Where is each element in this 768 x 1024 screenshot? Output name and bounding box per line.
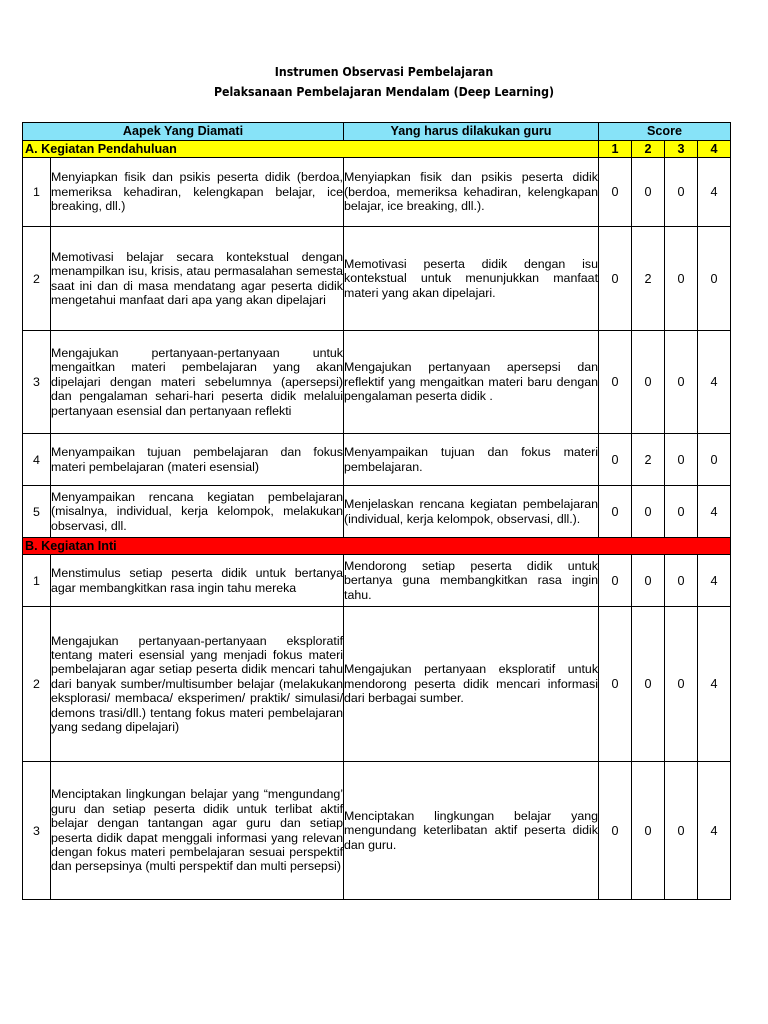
observation-table	[22, 122, 731, 900]
score-cell: 0	[632, 158, 665, 227]
aspect-cell: Mengajukan pertanyaan-pertanyaan eksploratif tentang materi esensial yang menjadi fokus materi pembelajaran agar setiap peserta didik mencari tahu dari banyak sumber/multisumber belajar (melakukan eksplorasi/ membaca/ eksperimen/ praktik/ simulasi/ demons trasi/dll.) tentang fokus materi pembelajaran yang sedang dipelajari)	[51, 607, 344, 762]
score-cell: 2	[632, 434, 665, 486]
score-cell: 0	[698, 434, 731, 486]
score-cell: 0	[632, 555, 665, 607]
score-cell: 4	[698, 331, 731, 434]
todo-cell: Menjelaskan rencana kegiatan pembelajaran (individual, kerja kelompok, observasi, dll.).	[344, 486, 599, 538]
score-cell: 0	[632, 762, 665, 900]
row-number: 1	[23, 555, 51, 607]
score-cell: 0	[665, 434, 698, 486]
row-number: 4	[23, 434, 51, 486]
score-cell: 0	[665, 331, 698, 434]
score-level-3: 3	[665, 141, 698, 158]
aspect-cell: Menstimulus setiap peserta didik untuk bertanya agar membangkitkan rasa ingin tahu mereka	[51, 555, 344, 607]
table-row	[23, 486, 731, 538]
score-cell: 0	[665, 607, 698, 762]
score-cell: 0	[665, 486, 698, 538]
table-row	[23, 331, 731, 434]
score-cell: 0	[599, 762, 632, 900]
score-cell: 0	[599, 331, 632, 434]
score-cell: 0	[665, 762, 698, 900]
row-number: 5	[23, 486, 51, 538]
aspect-cell: Menyampaikan rencana kegiatan pembelajaran (misalnya, individual, kerja kelompok, melakukan observasi, dll.	[51, 486, 344, 538]
score-cell: 4	[698, 555, 731, 607]
score-level-2: 2	[632, 141, 665, 158]
aspect-cell: Menyiapkan fisik dan psikis peserta didik (berdoa, memeriksa kehadiran, kelengkapan belajar, ice breaking, dll.)	[51, 158, 344, 227]
score-level-1: 1	[599, 141, 632, 158]
score-cell: 0	[599, 158, 632, 227]
aspect-cell: Menciptakan lingkungan belajar yang “mengundang’ guru dan setiap peserta didik untuk terlibat aktif belajar dengan tantangan agar guru dan setiap peserta didik dapat menggali informasi yang relevan dengan fokus materi pembelajaran sesuai perspektif dan persepsinya (multi perspektif dan multi persepsi)	[51, 762, 344, 900]
score-cell: 0	[599, 555, 632, 607]
table-row	[23, 762, 731, 900]
row-number: 3	[23, 331, 51, 434]
title-line-2: Pelaksanaan Pembelajaran Mendalam (Deep Learning)	[213, 84, 555, 99]
score-cell: 0	[665, 555, 698, 607]
todo-cell: Menciptakan lingkungan belajar yang mengundang keterlibatan aktif peserta didik dan guru.	[344, 762, 599, 900]
header-todo: Yang harus dilakukan guru	[344, 123, 599, 141]
row-number: 3	[23, 762, 51, 900]
score-cell: 4	[698, 762, 731, 900]
row-number: 2	[23, 227, 51, 331]
todo-cell: Memotivasi peserta didik dengan isu kontekstual untuk menunjukkan manfaat materi yang akan dipelajari.	[344, 227, 599, 331]
todo-cell: Menyampaikan tujuan dan fokus materi pembelajaran.	[344, 434, 599, 486]
table-row	[23, 607, 731, 762]
score-cell: 0	[599, 607, 632, 762]
score-cell: 0	[665, 158, 698, 227]
score-cell: 0	[632, 486, 665, 538]
score-cell: 4	[698, 486, 731, 538]
table-row	[23, 158, 731, 227]
aspect-cell: Memotivasi belajar secara kontekstual dengan menampilkan isu, krisis, atau permasalahan semesta saat ini dan di masa mendatang agar peserta didik mengetahui manfaat dari apa yang akan dipelajari	[51, 227, 344, 331]
section-a-label: A. Kegiatan Pendahuluan	[23, 141, 599, 158]
todo-cell: Mengajukan pertanyaan apersepsi dan reflektif yang mengaitkan materi baru dengan pengalaman peserta didik .	[344, 331, 599, 434]
header-score: Score	[599, 123, 731, 141]
score-cell: 0	[599, 434, 632, 486]
table-row	[23, 434, 731, 486]
score-cell: 0	[632, 331, 665, 434]
score-cell: 0	[599, 486, 632, 538]
row-number: 1	[23, 158, 51, 227]
score-cell: 0	[599, 227, 632, 331]
section-a-header	[23, 141, 731, 158]
header-aspect: Aapek Yang Diamati	[23, 123, 344, 141]
score-cell: 4	[698, 607, 731, 762]
table-header	[23, 123, 731, 141]
aspect-cell: Menyampaikan tujuan pembelajaran dan fokus materi pembelajaran (materi esensial)	[51, 434, 344, 486]
score-cell: 0	[698, 227, 731, 331]
score-cell: 2	[632, 227, 665, 331]
section-b-header	[23, 538, 731, 555]
score-cell: 0	[632, 607, 665, 762]
title-line-1: Instrumen Observasi Pembelajaran	[274, 64, 494, 79]
score-level-4: 4	[698, 141, 731, 158]
table-row	[23, 227, 731, 331]
score-cell: 0	[665, 227, 698, 331]
document-title	[0, 62, 768, 102]
score-cell: 4	[698, 158, 731, 227]
todo-cell: Mengajukan pertanyaan eksploratif untuk mendorong peserta didik mencari informasi dari berbagai sumber.	[344, 607, 599, 762]
table-row	[23, 555, 731, 607]
section-b-label: B. Kegiatan Inti	[23, 538, 731, 555]
aspect-cell: Mengajukan pertanyaan-pertanyaan untuk mengaitkan materi pembelajaran yang akan dipelajari dengan materi sebelumnya (apersepsi) dan pengalaman sehari-hari peserta didik melalui pertanyaan esensial dan pertanyaan reflekti	[51, 331, 344, 434]
row-number: 2	[23, 607, 51, 762]
todo-cell: Mendorong setiap peserta didik untuk bertanya guna membangkitkan rasa ingin tahu.	[344, 555, 599, 607]
todo-cell: Menyiapkan fisik dan psikis peserta didik (berdoa, memeriksa kehadiran, kelengkapan belajar, ice breaking, dll.).	[344, 158, 599, 227]
